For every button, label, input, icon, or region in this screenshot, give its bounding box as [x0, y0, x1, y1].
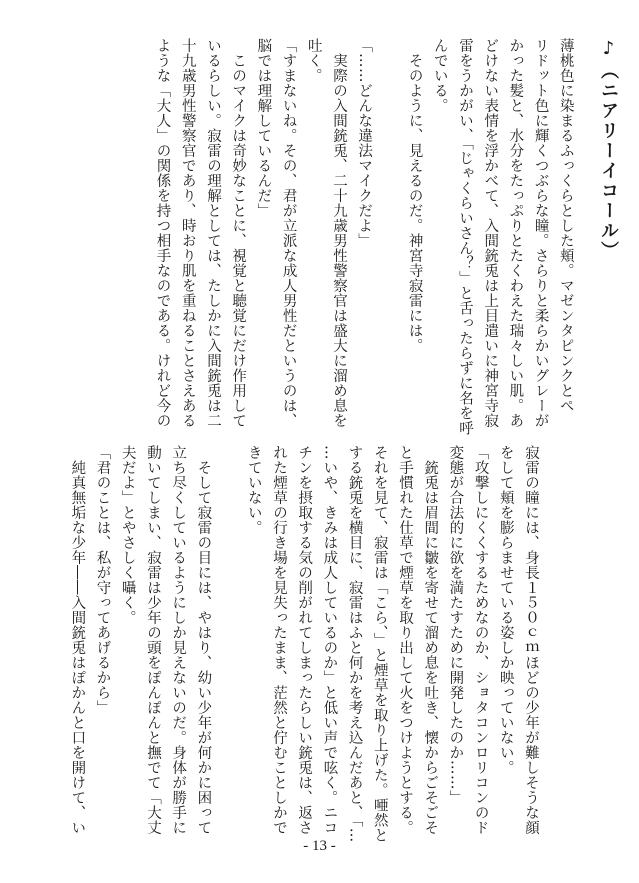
- text-column: 「……どんな違法マイクだよ」: [356, 38, 373, 248]
- text-column: をして頬を膨らませている姿しか映っていない。: [497, 445, 514, 775]
- text-column: 脳では理解しているんだ」: [255, 38, 272, 218]
- page-number: - 13 -: [303, 838, 336, 854]
- text-column: それを見て、寂雷は「こら、」と煙草を取り上げた。唖然と: [371, 445, 388, 843]
- text-column: チンを摂取する気の削がれてしまったらしい銃兎は、返さ: [296, 445, 313, 835]
- text-column: 十九歳男性警察官であり、時おり肌を重ねることさえある: [179, 38, 196, 428]
- text-column: [215, 445, 240, 825]
- text-column: このマイクは奇妙なことに、視覚と聴覚にだけ作用して: [230, 38, 247, 428]
- text-column: と手慣れた仕草で煙草を取り出して火をつけようとする。: [396, 445, 413, 835]
- upper-text-block: [149, 38, 621, 436]
- text-column: どけない表情を浮かべて、入間銃兎は上目遣いに神宮寺寂: [482, 38, 499, 428]
- text-column: んでいる。: [431, 38, 448, 113]
- text-column: [376, 38, 401, 418]
- text-column: 薄桃色に染まるふっくらとした頬。マゼンタピンクとぺ: [557, 38, 574, 413]
- chapter-title: ♪（ニアリーイコール）: [598, 38, 619, 261]
- text-column: そして寂雷の目には、やはり、幼い少年が何かに困って: [195, 445, 212, 835]
- text-column: いるらしい。寂雷の理解としては、たしかに入間銃兎は二: [204, 38, 221, 428]
- text-column: ような「大人」の関係を持つ相手なのである。けれど今の: [154, 38, 171, 428]
- text-column: そのように、見えるのだ。神宮寺寂雷には。: [406, 38, 423, 353]
- text-column: …いや、きみは成人しているのか」と低い声で呟く。ニコ: [321, 445, 338, 835]
- text-column: 変態が合法的に欲を満たすために開発したのか……」: [447, 445, 464, 805]
- lower-text-block: [64, 445, 543, 843]
- text-column: 「攻撃しにくくするためなのか、ショタコンロリコンのド: [472, 445, 489, 835]
- text-column: 夫だよ」とやさしく囁く。: [119, 445, 136, 625]
- text-column: 雷をうかがい、「じゃくらいさん？」と舌ったらずに名を呼: [456, 38, 473, 436]
- text-column: 寂雷の瞳には、身長１５０ｃｍほどの少年が難しそうな顔: [523, 445, 539, 835]
- text-column: 「すまないね。その、君が立派な成人男性だというのは、: [280, 38, 297, 428]
- text-column: 銃兎は眉間に皺を寄せて溜め息を吐き、懐からごそごそ: [422, 445, 439, 835]
- text-column: リドット色に輝くつぶらな瞳。さらりと柔らかいグレーが: [532, 38, 549, 428]
- text-column: する銃兎を横目に、寂雷はふと何かを考え込んだあと、「…: [346, 445, 363, 843]
- text-column: 動いてしまい、寂雷は少年の頭をぽんぽんと撫でて「大丈: [144, 445, 161, 835]
- text-column: きていない。: [245, 445, 262, 535]
- text-column: 純真無垢な少年――入間銃兎はぽかんと口を開けて、い: [69, 445, 86, 835]
- text-column: かった髪と、水分をたっぷりとたくわえた瑞々しい肌。あ: [507, 38, 524, 428]
- text-column: 「君のことは、私が守ってあげるから」: [94, 445, 111, 715]
- text-column: 立ち尽くしているようにしか見えないのだ。身体が勝手に: [170, 445, 187, 835]
- text-column: 実際の入間銃兎、二十九歳男性警察官は盛大に溜め息を: [330, 38, 347, 428]
- text-column: 吐く。: [305, 38, 322, 83]
- text-column: れた煙草の行き場を見失ったまま、茫然と佇むことしかで: [270, 445, 287, 835]
